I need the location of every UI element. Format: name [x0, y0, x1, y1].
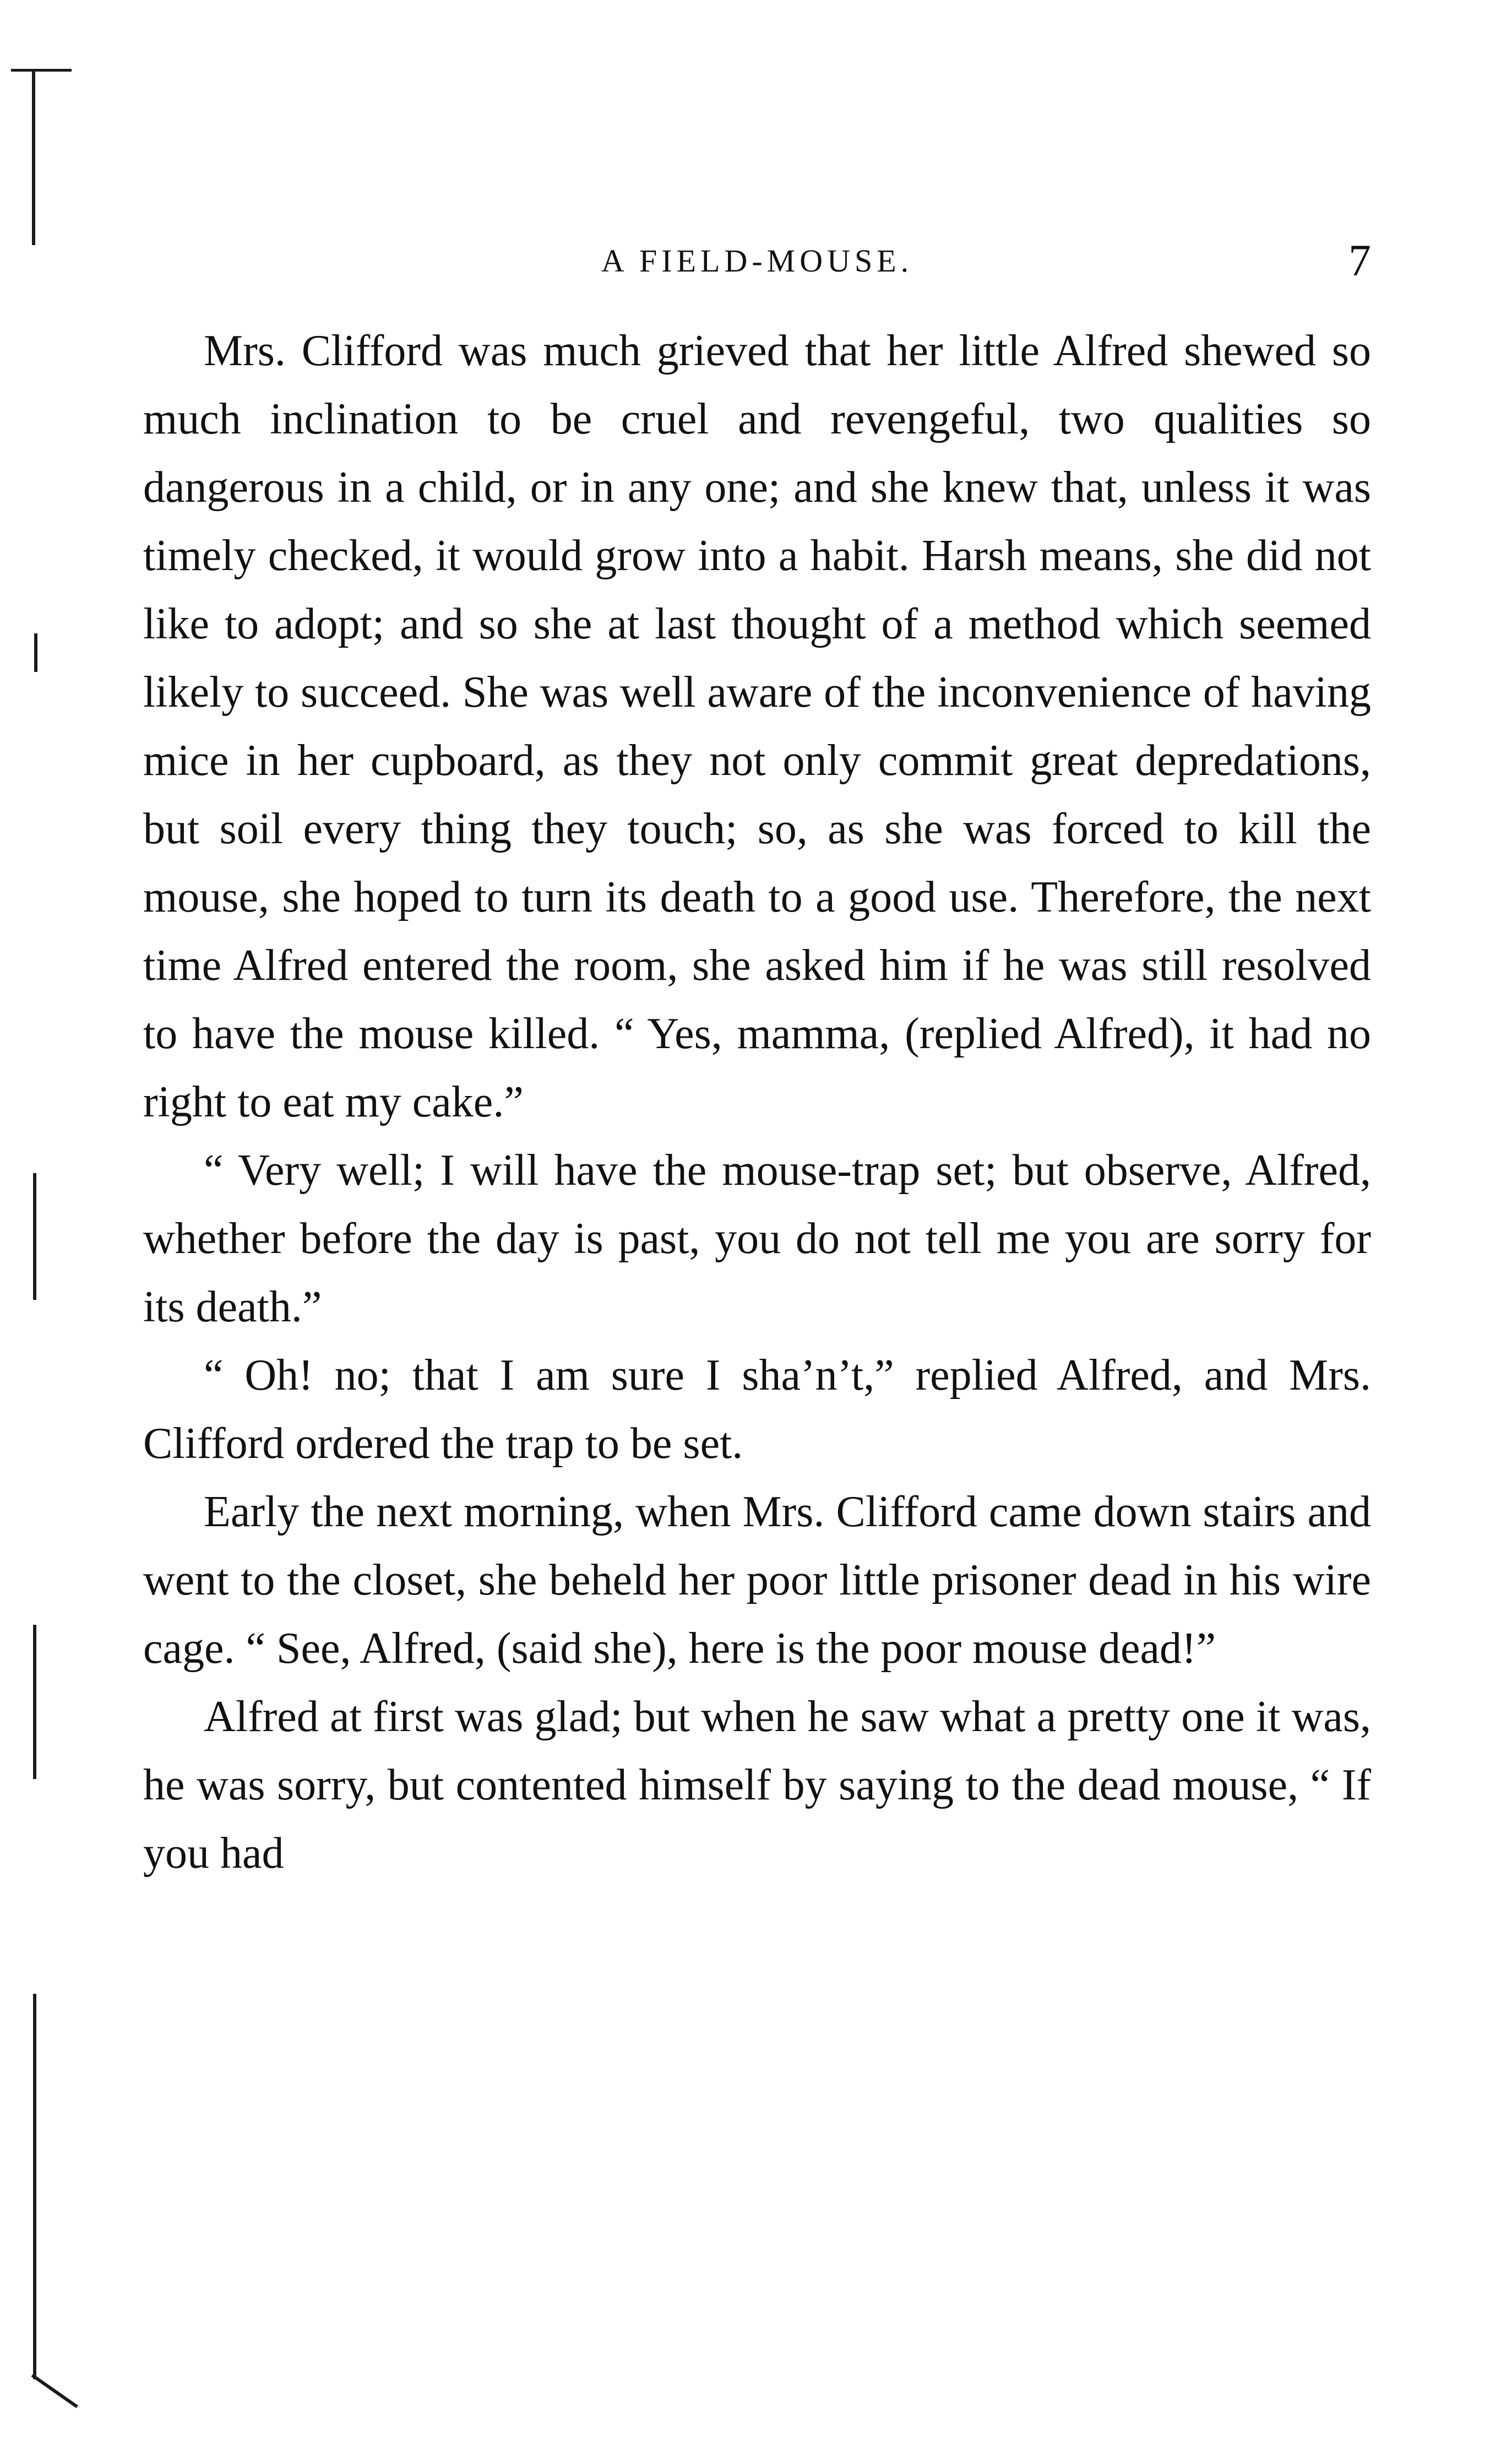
scan-margin-rule — [32, 69, 35, 245]
paragraph: Mrs. Clifford was much grieved that her little Alfred shewed so much inclination to be cruel and revengeful, two qualities so dangerous in a child, or in any one; and she knew that, unless it was timely checked, it would grow into a habit. Harsh means, she did not like to adopt; and so she at last thought of a method which seemed likely to succeed. She was well aware of the inconvenience of having mice in her cupboard, as they not only commit great depredations, but soil every thing they touch; so, as she was forced to kill the mouse, she hoped to turn its death to a good use. Therefore, the next time Alfred entered the room, she asked him if he was still resolved to have the mouse killed. “ Yes, mamma, (replied Alfred), it had no right to eat my cake.” — [143, 327, 1371, 1126]
scan-margin-corner — [31, 2374, 78, 2408]
page-number: 7 — [1348, 235, 1371, 285]
paragraph: Early the next morning, when Mrs. Clifford came down stairs and went to the closet, she beheld her poor little prisoner dead in his wire cage. “ See, Alfred, (said she), here is the poor mouse dead!” — [143, 1488, 1371, 1673]
scan-margin-speck — [34, 633, 37, 672]
running-title: A FIELD-MOUSE. — [601, 243, 913, 279]
paragraph: “ Oh! no; that I am sure I sha’n’t,” replied Alfred, and Mrs. Clifford ordered the trap to be set. — [143, 1351, 1371, 1468]
scan-margin-rule — [33, 1173, 36, 1300]
running-head — [143, 235, 1371, 292]
scan-margin-rule — [33, 1994, 36, 2379]
scan-margin-rule — [33, 1625, 36, 1779]
paragraph: “ Very well; I will have the mouse-trap set; but observe, Alfred, whether before the day is past, you do not tell me you are sorry for its death.” — [143, 1146, 1371, 1331]
paragraph: Alfred at first was glad; but when he saw what a pretty one it was, he was sorry, but contented himself by saying to the dead mouse, “ If you had — [143, 1693, 1371, 1878]
scan-margin-tick — [11, 69, 72, 72]
body-text — [143, 317, 1371, 1888]
